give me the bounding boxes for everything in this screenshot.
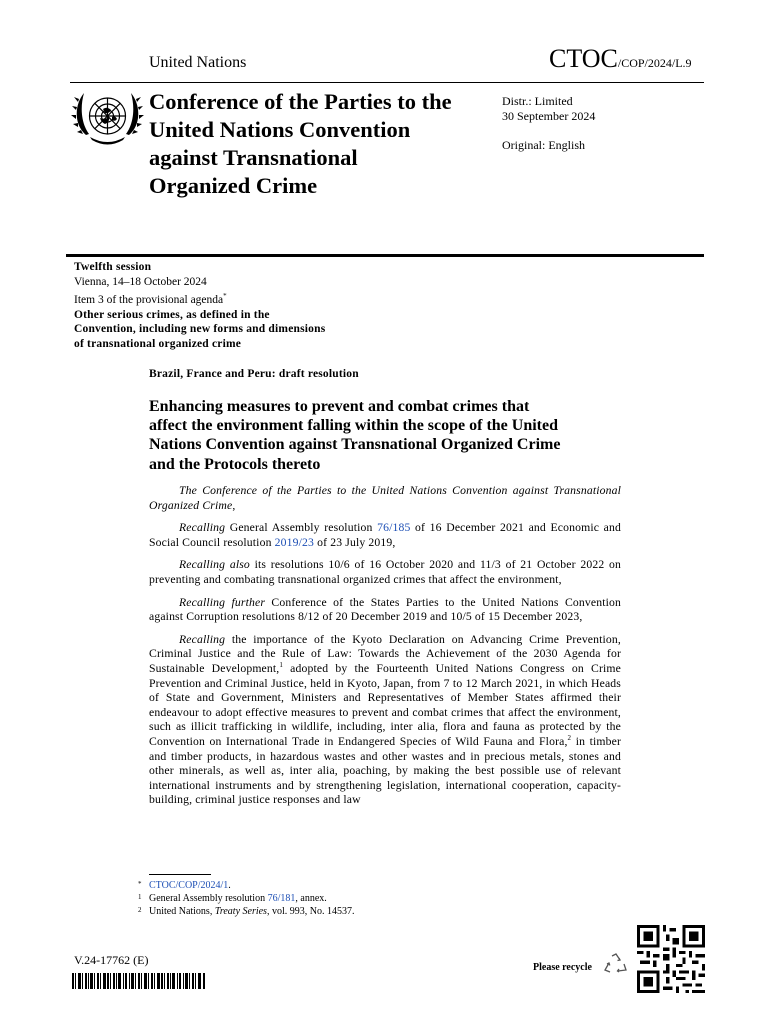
- document-symbol-main: CTOC: [549, 44, 618, 73]
- footnote-rule: [149, 874, 211, 875]
- footnote-mark: 2: [138, 906, 142, 915]
- resolution-link[interactable]: 2019/23: [274, 535, 315, 549]
- resolution-title: [149, 397, 629, 474]
- footnote-reference[interactable]: 2: [567, 734, 572, 743]
- paragraph-text: of 16 December 2021 and Economic and Social Council resolution: [149, 521, 622, 549]
- paragraph-text: the importance of the Kyoto Declaration on Advancing Crime Prevention, Criminal Justice and the Rule of Law: Towards the Achievement of the 2030 Agenda for Sustainable Development,: [149, 632, 621, 675]
- agenda-item: [74, 289, 325, 307]
- footnote-text: General Assembly resolution: [149, 893, 268, 905]
- footnote-reference[interactable]: 1: [279, 661, 284, 670]
- distribution-status: Distr.: Limited: [502, 94, 573, 108]
- footnote: [138, 905, 355, 918]
- session-place-dates: Vienna, 14–18 October 2024: [74, 275, 207, 288]
- preamble-paragraph: [149, 633, 621, 808]
- distribution-block: [502, 94, 595, 153]
- footnote-mark: *: [138, 880, 142, 888]
- paragraph-lead: The Conference of the Parties to the United Nations Convention against Transnational Organized Crime: [149, 484, 621, 512]
- footnotes: [138, 879, 355, 919]
- un-emblem-icon: [70, 85, 145, 149]
- paragraph-text: of 23 July 2019,: [314, 535, 396, 549]
- qr-code-icon: [635, 925, 707, 993]
- body-title: [149, 88, 494, 200]
- paragraph-lead: Recalling also: [179, 558, 250, 572]
- resolution-body: [149, 484, 621, 816]
- resolution-link[interactable]: 76/185: [377, 521, 411, 535]
- recycle-label: Please recycle: [533, 962, 592, 973]
- header-rule: [70, 82, 704, 83]
- paragraph-lead: Recalling: [179, 521, 226, 535]
- sponsor-line: Brazil, France and Peru: draft resolution: [149, 368, 359, 380]
- document-number: V.24-17762 (E): [74, 953, 149, 967]
- body-title-line: Organized Crime: [149, 173, 318, 198]
- footnote-text: , vol. 993, No. 14537.: [266, 906, 355, 918]
- paragraph-lead: Recalling: [179, 632, 226, 646]
- agenda-footnote-mark: *: [223, 292, 227, 301]
- paragraph-text: General Assembly resolution: [225, 521, 378, 535]
- preamble-paragraph: [149, 596, 621, 625]
- title-rule: [66, 254, 704, 257]
- footnote: [138, 879, 354, 892]
- body-title-line: against Transnational: [149, 145, 358, 170]
- body-title-line: United Nations Convention: [149, 117, 411, 142]
- footnote-text: , annex.: [295, 893, 327, 905]
- paragraph-text: Conference of the States Parties to the United Nations Convention against Corruption resolutions 8/12 of 20 December 2019 and 10/5 of 15 December 2023,: [149, 595, 621, 624]
- distribution-date: 30 September 2024: [502, 109, 596, 123]
- agenda-title-line: Other serious crimes, as defined in the: [74, 308, 270, 321]
- agenda-title-line: Convention, including new forms and dimensions: [74, 323, 326, 336]
- preamble-paragraph: [149, 558, 621, 587]
- footnote: [138, 892, 354, 905]
- document-symbol: [549, 44, 692, 74]
- footnote-text: .: [228, 880, 231, 891]
- paragraph-text: in timber and timber products, in hazardous wastes and other wastes and in precious metals, stones and other minerals, as well as, inter alia, poaching, by making the best possible use of relevant international instruments and by strengthening legislation, international cooperation, capacity-building, criminal justice responses and law: [149, 734, 621, 807]
- footnote-link[interactable]: 76/181: [267, 893, 296, 905]
- barcode-icon: [72, 973, 206, 989]
- session-name: Twelfth session: [74, 261, 152, 273]
- organization-name: United Nations: [149, 54, 247, 71]
- paragraph-text: adopted by the Fourteenth United Nations Congress on Crime Prevention and Criminal Justice, held in Kyoto, Japan, from 7 to 12 March 2021, in which Heads of State and Government, Ministers and Representatives of Member States affirmed their endeavour to adopt effective measures to prevent and combat crimes that affect the environment, such as illicit trafficking in wildlife, including, inter alia, flora and fauna as protected by the Convention on International Trade in Endangered Species of Wild Fauna and Flora,: [149, 661, 621, 748]
- paragraph-text: ,: [232, 498, 236, 512]
- agenda-title-line: of transnational organized crime: [74, 337, 242, 350]
- footnote-text: United Nations,: [149, 906, 215, 918]
- resolution-title-line: Enhancing measures to prevent and combat crimes that: [149, 398, 530, 415]
- resolution-title-line: affect the environment falling within the scope of the United: [149, 417, 558, 435]
- footnote-link[interactable]: CTOC/COP/2024/1: [149, 880, 229, 891]
- preamble-paragraph: [149, 484, 621, 513]
- agenda-item-text: Item 3 of the provisional agenda: [74, 294, 224, 307]
- document-symbol-suffix: /COP/2024/L.9: [617, 56, 692, 70]
- original-language: Original: English: [502, 138, 585, 152]
- paragraph-text: its resolutions 10/6 of 16 October 2020 and 11/3 of 21 October 2022 on preventing and combating transnational organized crimes that affect the environment,: [149, 558, 621, 586]
- recycle-icon: [602, 952, 630, 976]
- footnote-italic: Treaty Series: [214, 906, 267, 918]
- resolution-title-line: and the Protocols thereto: [149, 455, 321, 473]
- paragraph-lead: Recalling further: [179, 595, 266, 609]
- body-title-line: Conference of the Parties to the: [149, 89, 452, 114]
- session-block: [74, 260, 325, 351]
- preamble-paragraph: [149, 521, 621, 550]
- resolution-title-line: Nations Convention against Transnational Organized Crime: [149, 436, 561, 454]
- footnote-mark: 1: [138, 893, 142, 902]
